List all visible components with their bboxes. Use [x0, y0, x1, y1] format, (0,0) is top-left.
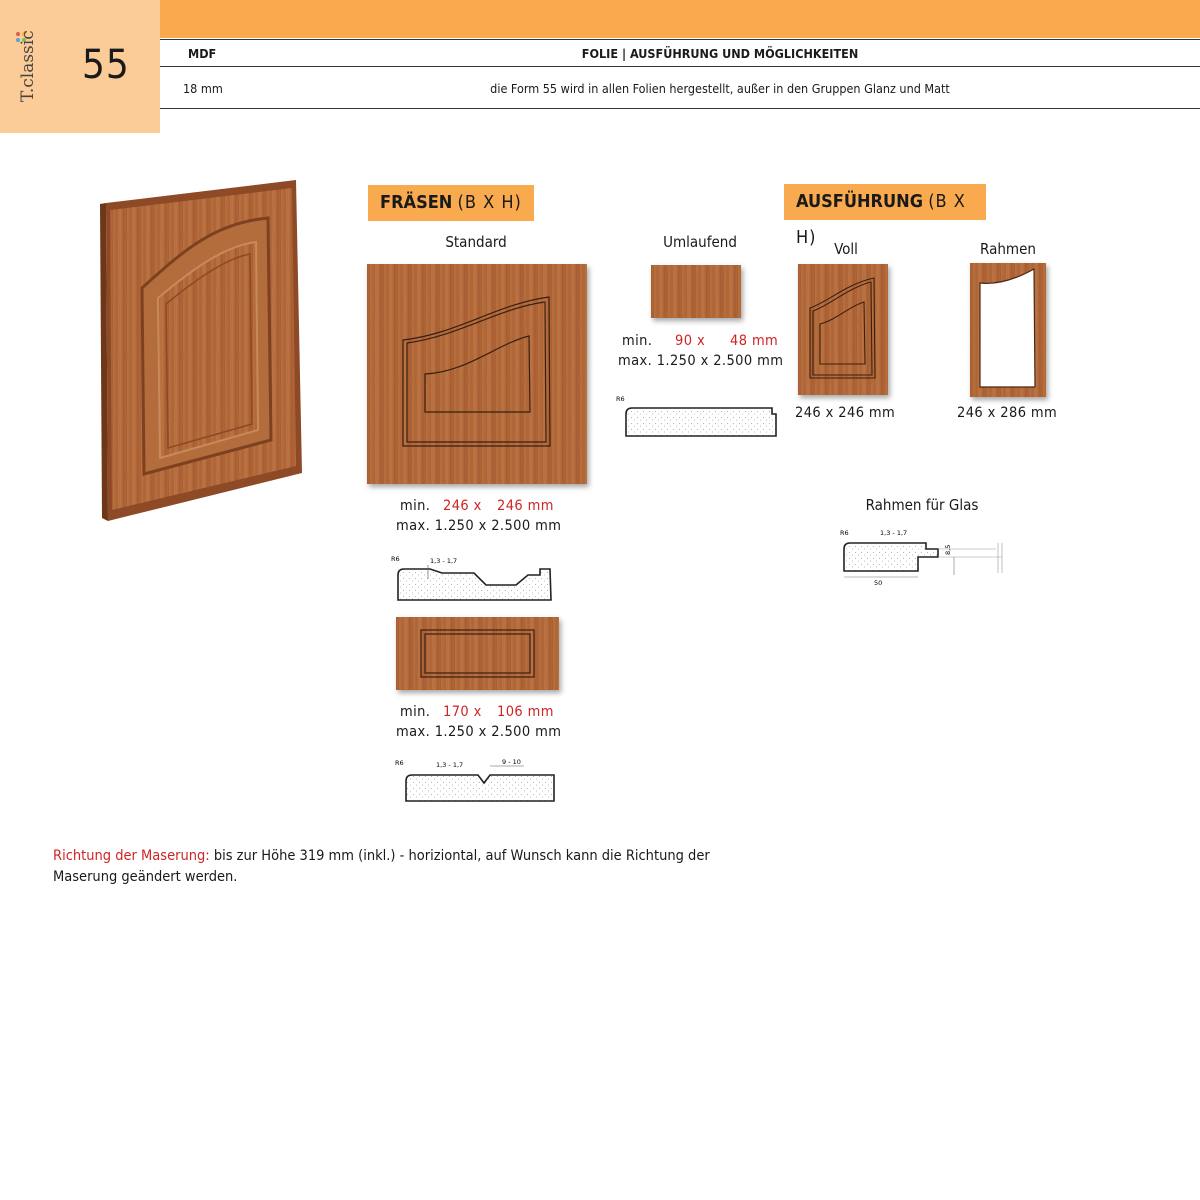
standard-door-image: [367, 264, 587, 484]
header-divider: [160, 39, 1200, 40]
fraesen-title: FRÄSEN: [380, 192, 453, 213]
glas-width-label: 50: [874, 579, 883, 587]
umlaufend-min-width: 90 x: [675, 333, 706, 349]
umlaufend-min-height: 48 mm: [730, 333, 779, 349]
folie-label: FOLIE | AUSFÜHRUNG UND MÖGLICHKEITEN: [581, 46, 859, 61]
grain-direction-text: bis zur Höhe 319 mm (inkl.) - horiziontal, auf Wunsch kann die Richtung der Maserung geändert werden.: [53, 848, 710, 885]
fraesen-section-tag: [368, 185, 534, 221]
rectangular-cut-door-image: [396, 617, 559, 690]
second-min-height: 106 mm: [497, 704, 554, 720]
umlaufend-min-label: min.: [622, 333, 653, 349]
umlaufend-caption: Umlaufend: [663, 233, 737, 251]
voll-door-image: [798, 264, 888, 395]
profile-depth-label: 1,3 - 1,7: [430, 557, 458, 565]
second-max: max. 1.250 x 2.500 mm: [396, 724, 562, 740]
profile-groove-label: 9 - 10: [502, 758, 521, 766]
ausfuehrung-title: AUSFÜHRUNG: [796, 191, 924, 212]
second-min-width: 170 x: [443, 704, 482, 720]
v-groove-profile-drawing: [394, 757, 560, 803]
umlaufend-profile-drawing: [612, 392, 780, 438]
brand-name: T.classic: [18, 30, 38, 102]
profile-r-label: R6: [616, 395, 625, 403]
header-band: [160, 0, 1200, 38]
door-perspective-image: [96, 178, 312, 523]
umlaufend-door-image: [651, 265, 741, 318]
standard-profile-drawing: [390, 553, 560, 603]
glas-height-label: 8,5: [944, 544, 952, 555]
header-divider: [160, 108, 1200, 109]
standard-min-width: 246 x: [443, 498, 482, 514]
folie-text: die Form 55 wird in allen Folien hergestellt, außer in den Gruppen Glanz und Matt: [490, 81, 950, 96]
rahmen-size: 246 x 286 mm: [957, 405, 1058, 421]
voll-caption: Voll: [834, 240, 858, 258]
standard-min-label: min.: [400, 498, 431, 514]
second-min-label: min.: [400, 704, 431, 720]
rahmen-caption: Rahmen: [980, 240, 1036, 258]
umlaufend-max: max. 1.250 x 2.500 mm: [618, 353, 784, 369]
standard-max: max. 1.250 x 2.500 mm: [396, 518, 562, 534]
grain-direction-label: Richtung der Maserung:: [53, 848, 210, 864]
profile-depth-label: 1,3 - 1,7: [436, 761, 464, 769]
brand-logo: [6, 30, 46, 110]
thickness-value: 18 mm: [183, 81, 223, 96]
glas-r-label: R6: [840, 529, 849, 537]
profile-r-label: R6: [395, 759, 404, 767]
rahmen-glas-caption: Rahmen für Glas: [865, 496, 979, 514]
rahmen-glas-profile-drawing: [836, 527, 1008, 589]
fraesen-unit: (B X H): [457, 192, 522, 213]
grain-direction-note: [53, 846, 713, 888]
ausfuehrung-section-tag: [784, 184, 986, 248]
material-label: MDF: [188, 46, 217, 61]
voll-size: 246 x 246 mm: [795, 405, 896, 421]
standard-caption: Standard: [445, 233, 507, 251]
profile-r-label: R6: [391, 555, 400, 563]
header-divider: [160, 66, 1200, 67]
ausfuehrung-unit: (B X H): [796, 191, 966, 248]
form-number: 55: [82, 42, 130, 88]
rahmen-door-image: [970, 263, 1046, 397]
glas-depth-label: 1,3 - 1,7: [880, 529, 908, 537]
standard-min-height: 246 mm: [497, 498, 554, 514]
